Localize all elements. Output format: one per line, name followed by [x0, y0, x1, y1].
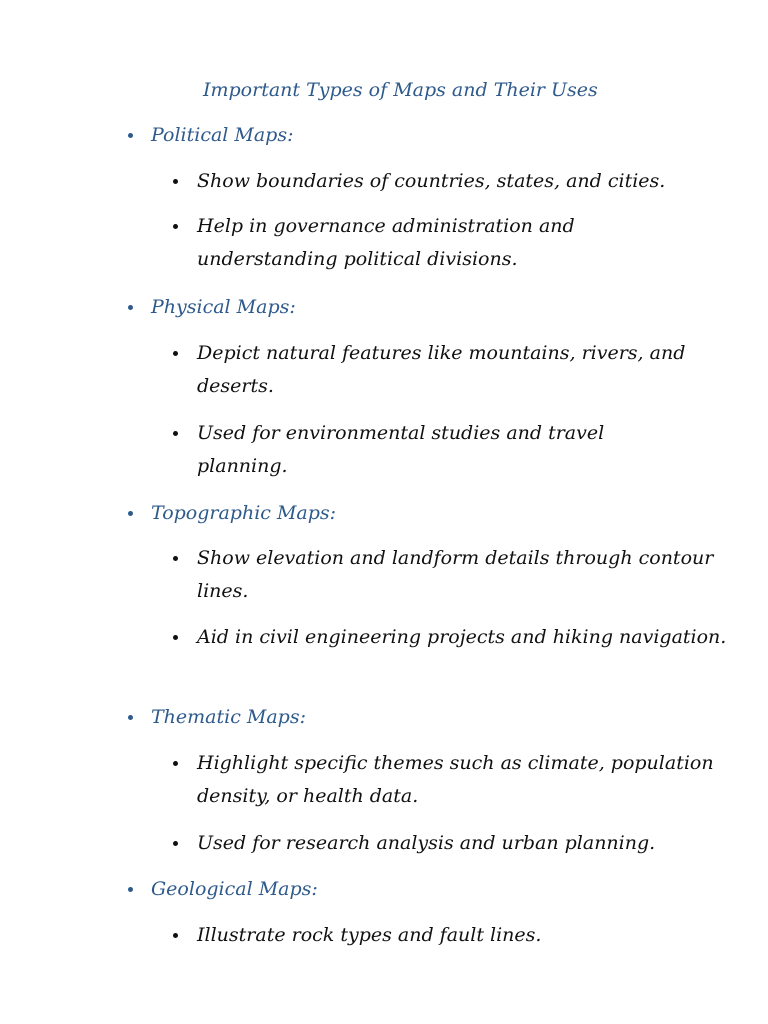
- bullet-icon: [128, 133, 133, 138]
- list-item: [173, 621, 733, 654]
- bullet-icon: [173, 224, 178, 229]
- list-item-text: Used for research analysis and urban planning.: [197, 832, 656, 854]
- section-heading-topographic: [128, 500, 336, 526]
- list-item: [173, 210, 653, 276]
- bullet-icon: [128, 511, 133, 516]
- section-heading-physical: [128, 294, 296, 320]
- bullet-icon: [128, 715, 133, 720]
- document-title: Important Types of Maps and Their Uses: [203, 79, 598, 101]
- section-heading-label: Topographic Maps:: [151, 502, 337, 524]
- section-heading-geological: [128, 876, 318, 902]
- bullet-icon: [173, 841, 178, 846]
- section-heading-label: Political Maps:: [151, 124, 294, 146]
- section-heading-thematic: [128, 704, 306, 730]
- bullet-icon: [173, 635, 178, 640]
- section-heading-label: Thematic Maps:: [151, 706, 306, 728]
- section-heading-label: Geological Maps:: [151, 878, 318, 900]
- bullet-icon: [173, 431, 178, 436]
- bullet-icon: [173, 761, 178, 766]
- bullet-icon: [173, 933, 178, 938]
- bullet-icon: [128, 305, 133, 310]
- list-item-text: Highlight specific themes such as climate, population density, or health data.: [197, 752, 714, 807]
- list-item: [173, 417, 673, 483]
- list-item: [173, 827, 733, 860]
- list-item-text: Show elevation and landform details through contour lines.: [197, 547, 714, 602]
- section-heading-political: [128, 122, 294, 148]
- list-item: [173, 165, 733, 198]
- list-item-text: Show boundaries of countries, states, and cities.: [197, 170, 666, 192]
- list-item: [173, 747, 733, 813]
- list-item-text: Depict natural features like mountains, rivers, and deserts.: [197, 342, 686, 397]
- list-item-text: Used for environmental studies and travel planning.: [197, 422, 605, 477]
- bullet-icon: [173, 179, 178, 184]
- bullet-icon: [128, 887, 133, 892]
- list-item-text: Illustrate rock types and fault lines.: [197, 924, 542, 946]
- list-item: [173, 919, 733, 952]
- list-item: [173, 337, 733, 403]
- list-item: [173, 542, 733, 608]
- section-heading-label: Physical Maps:: [151, 296, 296, 318]
- bullet-icon: [173, 556, 178, 561]
- bullet-icon: [173, 351, 178, 356]
- list-item-text: Help in governance administration and understanding political divisions.: [197, 215, 575, 270]
- list-item-text: Aid in civil engineering projects and hiking navigation.: [197, 626, 727, 648]
